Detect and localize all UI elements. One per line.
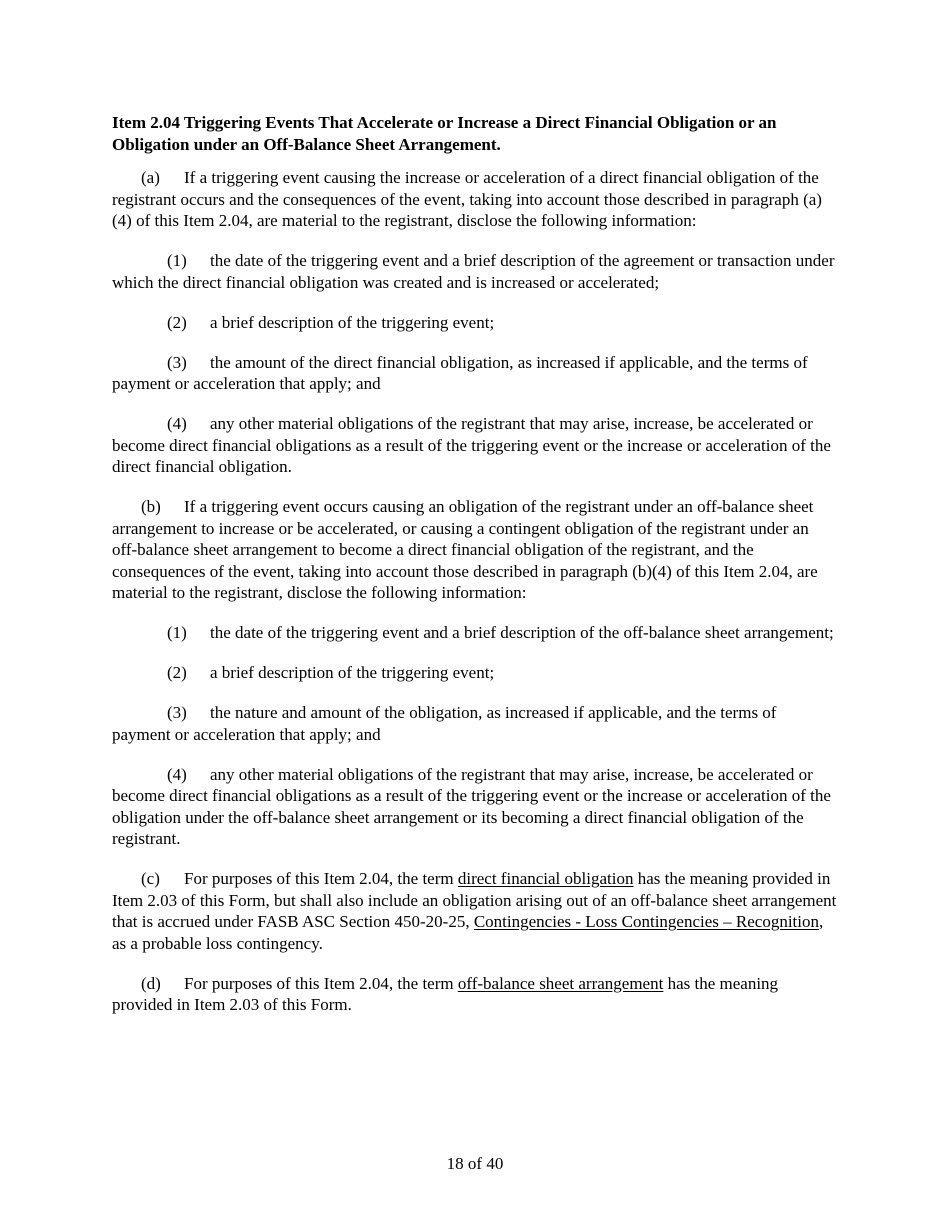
paragraph-b-1	[112, 622, 837, 644]
paragraph-b	[112, 496, 837, 604]
defined-term-off-balance-sheet-arrangement: off-balance sheet arrangement	[457, 973, 664, 993]
paragraph-a-3	[112, 352, 837, 395]
item-label: (1)	[167, 251, 187, 270]
paragraph-d-label: (d)	[141, 973, 161, 993]
paragraph-a-label: (a)	[141, 168, 160, 187]
paragraph-c-label: (c)	[141, 869, 160, 888]
item-text: the date of the triggering event and a brief description of the off-balance sheet arrangement;	[210, 623, 834, 642]
item-text: the nature and amount of the obligation, as increased if applicable, and the terms of payment or acceleration that apply; and	[112, 703, 777, 744]
paragraph-d-text: For purposes of this Item 2.04, the term	[184, 973, 458, 993]
item-label: (3)	[167, 352, 187, 372]
paragraph-a-text: If a triggering event causing the increase or acceleration of a direct financial obligation of the registrant occurs and the consequences of the event, taking into account those described in paragraph (a)(4) of this Item 2.04, are material to the registrant, disclose the following information:	[112, 168, 822, 230]
paragraph-b-text: If a triggering event occurs causing an obligation of the registrant under an off-balance sheet arrangement to increase or be accelerated, or causing a contingent obligation of the registrant under an off-balance sheet arrangement to become a direct financial obligation of the registrant, and the consequences of the event, taking into account those described in paragraph (b)(4) of this Item 2.04, are material to the registrant, disclose the following information:	[112, 497, 818, 602]
paragraph-a-1	[112, 250, 837, 293]
item-text: any other material obligations of the registrant that may arise, increase, be accelerated or become direct financial obligations as a result of the triggering event or the increase or acceleration of the direct financial obligation.	[112, 414, 831, 476]
item-label: (2)	[167, 312, 187, 332]
item-label: (1)	[167, 623, 187, 642]
paragraph-a	[112, 167, 837, 232]
item-label: (4)	[167, 414, 187, 433]
item-label: (2)	[167, 663, 187, 682]
paragraph-a-4	[112, 413, 837, 478]
defined-term-direct-financial-obligation: direct financial obligation	[457, 869, 634, 888]
paragraph-b-2	[112, 662, 837, 684]
paragraph-d-text-end: has the meaning provided in Item 2.03 of this Form.	[112, 973, 779, 1014]
paragraph-d	[112, 973, 837, 1016]
paragraph-b-4	[112, 764, 837, 850]
item-text: any other material obligations of the registrant that may arise, increase, be accelerated or become direct financial obligations as a result of the triggering event or the increase or acceleration of the obligation under the off-balance sheet arrangement or its becoming a direct financial obligation of the registrant.	[112, 764, 831, 848]
paragraph-c	[112, 868, 837, 954]
item-text: a brief description of the triggering event;	[210, 312, 495, 332]
item-label: (3)	[167, 703, 187, 722]
paragraph-c-text-end: , as a probable loss contingency.	[112, 912, 824, 953]
item-text: the amount of the direct financial obligation, as increased if applicable, and the terms of payment or acceleration that apply; and	[112, 352, 808, 393]
document-body	[112, 112, 837, 1034]
paragraph-a-2	[112, 312, 837, 334]
paragraph-c-text: For purposes of this Item 2.04, the term	[184, 869, 458, 888]
item-text: the date of the triggering event and a brief description of the agreement or transaction under which the direct financial obligation was created and is increased or accelerated;	[112, 251, 835, 292]
fasb-reference-title: Contingencies - Loss Contingencies – Recognition	[473, 912, 819, 931]
paragraph-b-label: (b)	[141, 497, 161, 516]
page-number: 18 of 40	[446, 1154, 504, 1173]
paragraph-b-3	[112, 702, 837, 745]
section-heading: Item 2.04 Triggering Events That Accelerate or Increase a Direct Financial Obligation or an Obligation under an Off-Balance Sheet Arrangement.	[112, 113, 777, 154]
item-label: (4)	[167, 764, 187, 784]
paragraph-c-text-cont: has the meaning provided in Item 2.03 of this Form, but shall also include an obligation arising out of an off-balance sheet arrangement that is accrued under FASB ASC Section 450-20-25,	[112, 869, 837, 931]
item-text: a brief description of the triggering event;	[210, 663, 495, 682]
